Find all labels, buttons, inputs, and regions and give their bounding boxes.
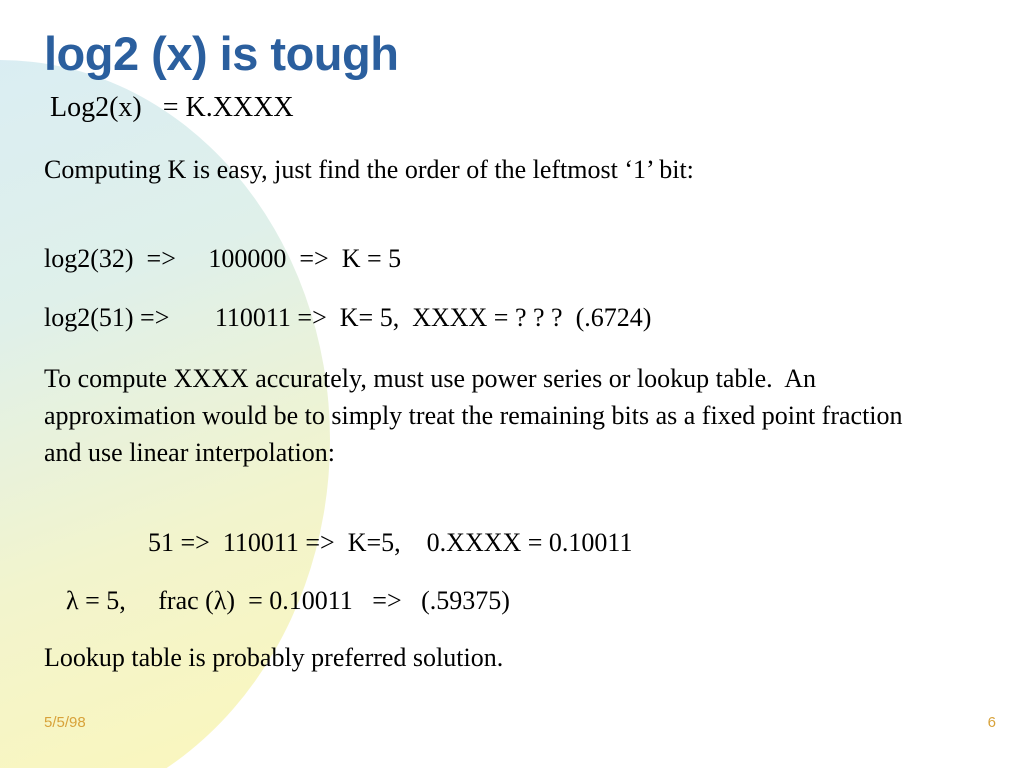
- subtitle-line: Log2(x) = K.XXXX: [50, 92, 294, 123]
- body-paragraph-approximation: To compute XXXX accurately, must use power series or lookup table. An approximation would be to simply treat the remaining bits as a fixed point fraction and use linear interpolation:: [44, 364, 910, 467]
- page-title: log2 (x) is tough: [44, 27, 399, 80]
- body-conclusion: Lookup table is probably preferred solution.: [44, 643, 504, 672]
- footer-date: 5/5/98: [44, 714, 86, 731]
- body-example-log2-32: log2(32) => 100000 => K = 5: [44, 244, 402, 273]
- body-example-expansion: 51 => 110011 => K=5, 0.XXXX = 0.10011: [148, 528, 633, 557]
- body-example-lambda: λ = 5, frac (λ) = 0.10011 => (.59375): [66, 586, 510, 615]
- body-example-log2-51: log2(51) => 110011 => K= 5, XXXX = ? ? ? (.6724): [44, 303, 652, 332]
- body-compute-k: Computing K is easy, just find the order of the leftmost ‘1’ bit:: [44, 155, 694, 184]
- footer-page-number: 6: [987, 714, 996, 731]
